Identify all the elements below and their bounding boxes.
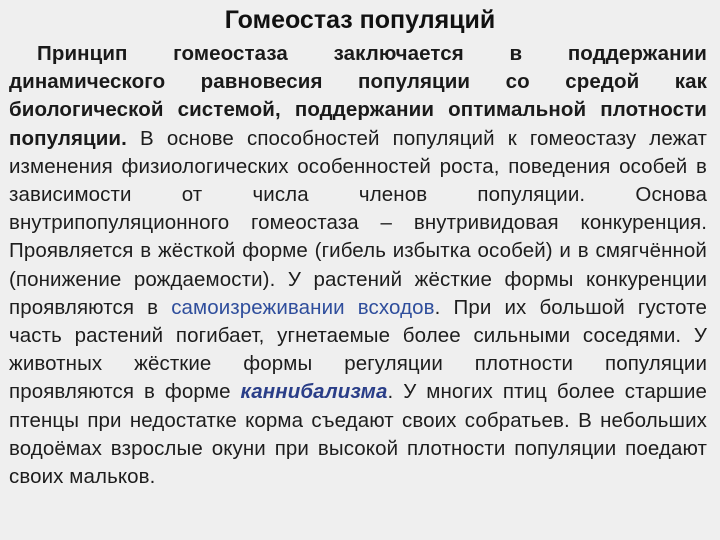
body-paragraph <box>9 40 707 491</box>
term-self-thinning: самоизреживании всходов <box>171 295 435 319</box>
paragraph-text-3: . У многих птиц более старшие птенцы при недостатке корма съедают своих собратьев. В небольших водоёмах взрослые окуни при высокой плотности популяции поедают своих мальков. <box>9 380 707 489</box>
paragraph-text-2: . При их большой густоте часть растений погибает, угнетаемые более сильными соседями. У животных жёсткие формы регуляции плотности популяции проявляются в форме <box>9 295 707 404</box>
term-cannibalism: каннибализма <box>240 380 388 404</box>
bold-intro-text: Принцип гомеостаза заключается в поддержании динамического равновесия популяции со средой как биологической системой, поддержании оптимальной плотности популяции. <box>9 42 707 150</box>
paragraph-text-1: В основе способностей популяций к гомеостазу лежат изменения физиологических особенностей роста, поведения особей в зависимости от числа членов популяции. Основа внутрипопуляционного гомеостаза – внутривидовая конкуренция. Проявляется в жёсткой форме (гибель избытка особей) и в смягчённой (понижение рождаемости). У растений жёсткие формы конкуренции проявляются в <box>9 126 707 319</box>
slide-title: Гомеостаз популяций <box>224 6 496 34</box>
